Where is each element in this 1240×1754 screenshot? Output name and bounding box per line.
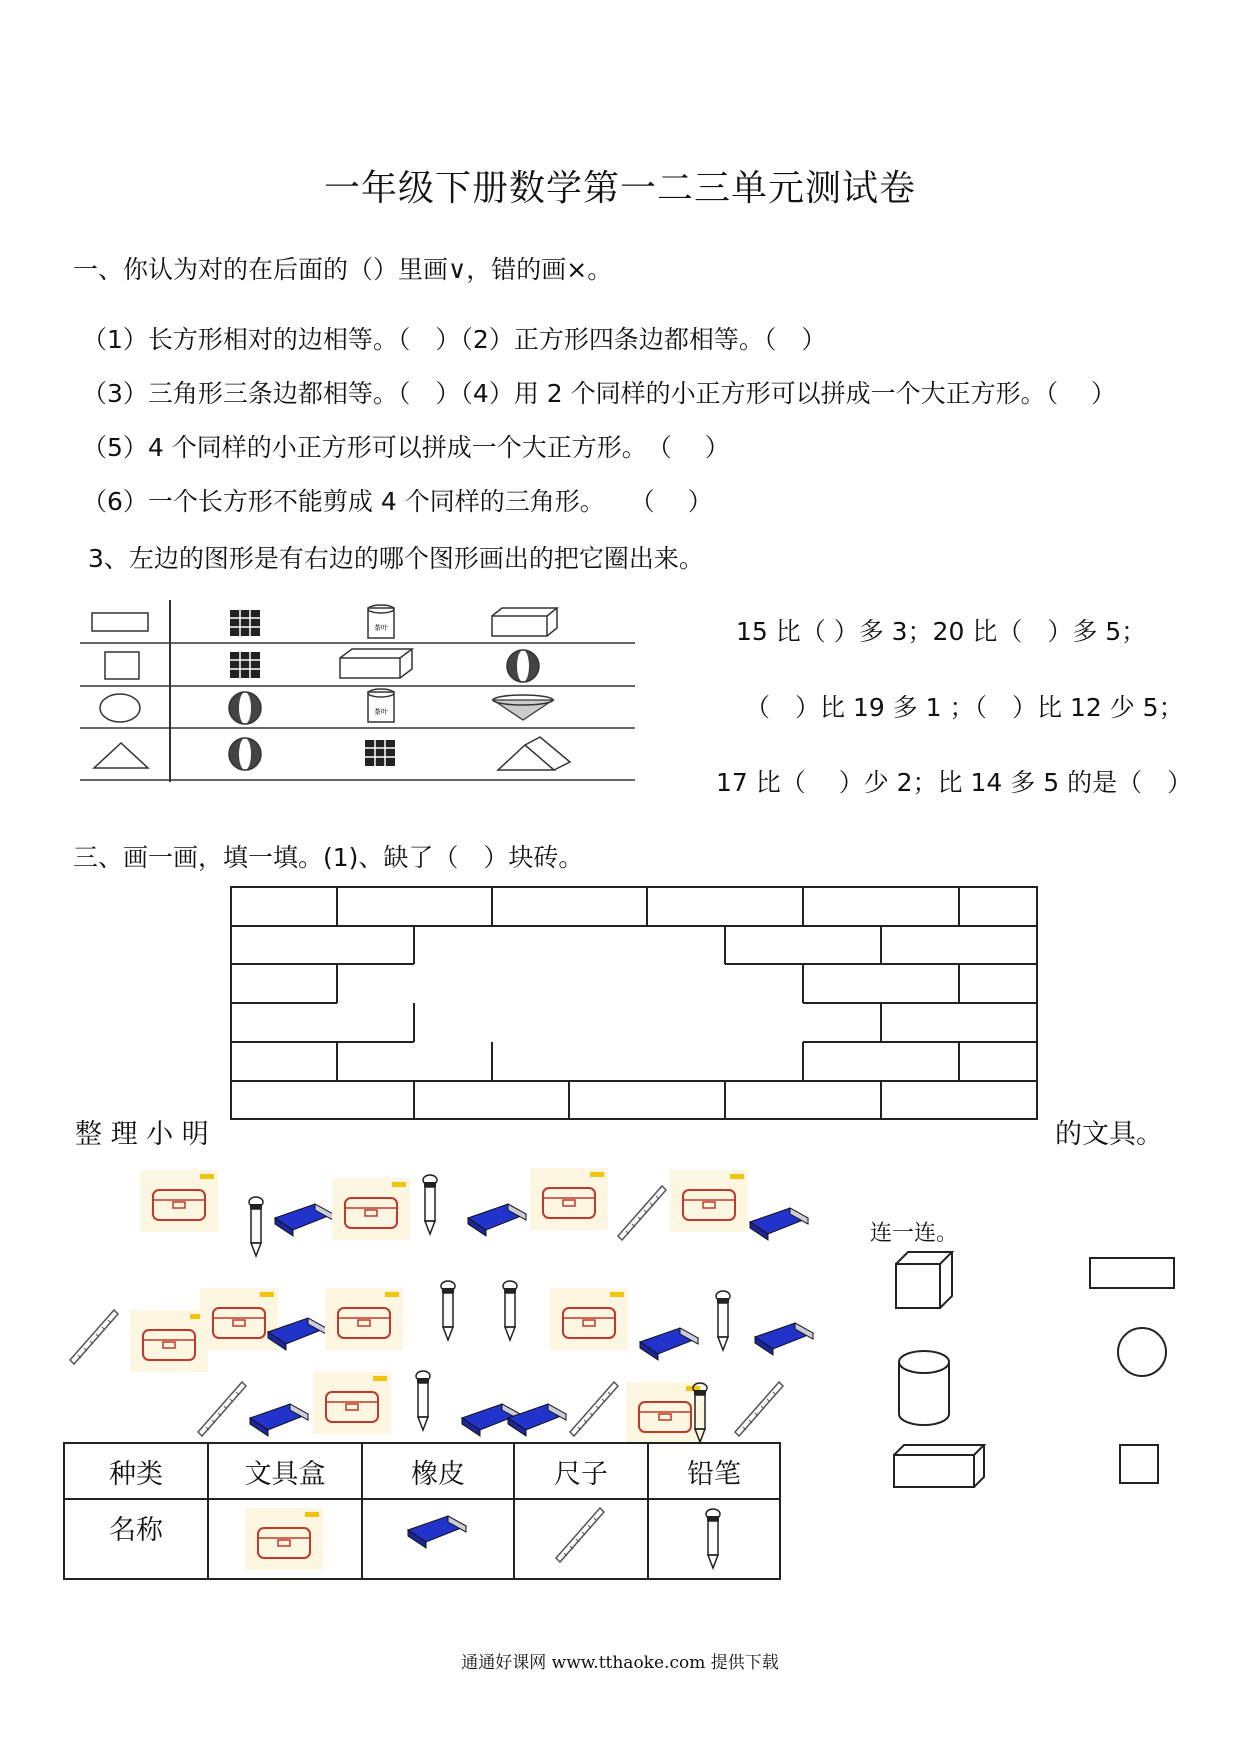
table-header-cell: 种类: [64, 1443, 208, 1499]
pencil-icon: [423, 1175, 437, 1234]
rubik-cube-icon: [230, 610, 260, 636]
pencil-icon: [503, 1281, 517, 1340]
question-item: （1）长方形相对的边相等。（ ）（2）正方形四条边都相等。（ ）: [82, 325, 827, 354]
square-shape: [1120, 1445, 1158, 1483]
prism-icon: [498, 737, 570, 770]
rubik-cube-icon: [230, 652, 260, 678]
connect-label: 连一连。: [870, 1221, 959, 1246]
pencil-case-icon: [140, 1170, 218, 1232]
brick-wall: [231, 887, 1041, 1123]
cylinder-icon: [899, 1351, 949, 1425]
pencil-icon: [716, 1291, 730, 1350]
cuboid-icon: [894, 1445, 984, 1487]
ruler-icon: [618, 1186, 666, 1240]
square-shape: [105, 652, 139, 679]
comparison-question: 17 比（ ）少 2；比 14 多 5 的是（ ）: [716, 768, 1193, 797]
tea-tin-icon: [368, 689, 394, 722]
circle-shape: [100, 694, 140, 722]
eraser-icon: [755, 1323, 813, 1355]
sort-suffix: 的文具。: [1055, 1119, 1163, 1150]
stationery-table: [63, 1442, 781, 1580]
table-header-cell: 铅笔: [648, 1443, 780, 1499]
tea-tin-icon: [368, 605, 394, 638]
ball-icon: [229, 738, 261, 770]
ruler-icon: [735, 1382, 783, 1436]
table-header-cell: 橡皮: [362, 1443, 514, 1499]
ball-icon: [507, 650, 539, 682]
tin-label: 茶叶: [374, 708, 388, 716]
table-header-cell: 文具盒: [208, 1443, 362, 1499]
comparison-question: 15 比（ ）多 3；20 比（ ）多 5；: [736, 617, 1147, 646]
cone-icon: [493, 695, 553, 720]
pencil-icon: [416, 1371, 430, 1430]
triangle-shape: [94, 743, 148, 768]
ruler-icon: [198, 1382, 246, 1436]
pencil-case-icon: [130, 1310, 208, 1372]
pencil-icon: [249, 1197, 263, 1256]
pencil-case-icon: [626, 1382, 704, 1444]
pencil-case-icon: [325, 1288, 403, 1350]
ball-icon: [229, 692, 261, 724]
rectangle-shape: [1090, 1258, 1174, 1288]
sort-prefix: 整 理 小 明: [75, 1119, 209, 1150]
pencil-case-icon: [313, 1372, 391, 1434]
ruler-icon: [570, 1382, 618, 1436]
eraser-icon: [508, 1404, 566, 1436]
eraser-icon: [250, 1404, 308, 1436]
pencil-case-icon: [530, 1168, 608, 1230]
table-header-cell: 尺子: [514, 1443, 648, 1499]
eraser-icon: [750, 1208, 808, 1240]
table-row-label: 名称: [64, 1499, 208, 1579]
question-item: （5）4 个同样的小正方形可以拼成一个大正方形。 （ ）: [82, 433, 730, 462]
box-icon: [492, 608, 557, 636]
eraser-icon: [640, 1328, 698, 1360]
rectangle-shape: [92, 613, 148, 631]
pencil-case-icon: [245, 1508, 325, 1570]
ruler-icon: [70, 1310, 118, 1364]
rubik-cube-icon: [365, 740, 395, 766]
question-item: （3）三角形三条边都相等。（ ）（4）用 2 个同样的小正方形可以拼成一个大正方形。（ ）: [82, 379, 1117, 408]
footer-text: 通通好课网 www.tthaoke.com 提供下载: [461, 1653, 779, 1673]
eraser-icon: [275, 1204, 333, 1236]
comparison-question: （ ）比 19 多 1 ；（ ）比 12 少 5；: [745, 693, 1184, 722]
shape-match-grid: [80, 600, 640, 790]
pencil-case-icon: [332, 1178, 410, 1240]
pencil-icon: [705, 1508, 723, 1568]
pencil-case-cell: [208, 1499, 362, 1579]
section1-heading: 一、你认为对的在后面的（）里画∨，错的画×。: [73, 255, 613, 284]
eraser-icon: [468, 1204, 526, 1236]
pencil-case-icon: [550, 1288, 628, 1350]
page-title: 一年级下册数学第一二三单元测试卷: [323, 168, 916, 209]
box-icon: [340, 649, 412, 678]
eraser-icon: [408, 1508, 468, 1550]
ruler-cell: [514, 1499, 648, 1579]
section3-heading: 3、左边的图形是有右边的哪个图形画出的把它圈出来。: [88, 544, 704, 573]
cube-icon: [896, 1252, 952, 1308]
pencil-icon: [441, 1281, 455, 1340]
draw-section-heading: 三、画一画，填一填。(1)、缺了（ ）块砖。: [73, 843, 584, 872]
stationery-items: [70, 1160, 830, 1440]
connect-shapes: [890, 1250, 1190, 1490]
ruler-icon: [556, 1508, 606, 1564]
pencil-case-icon: [200, 1288, 278, 1350]
question-item: （6）一个长方形不能剪成 4 个同样的三角形。 （ ）: [82, 487, 713, 516]
circle-shape: [1118, 1328, 1166, 1376]
pencil-case-icon: [670, 1170, 748, 1232]
pencil-cell: [648, 1499, 780, 1579]
eraser-cell: [362, 1499, 514, 1579]
tin-label: 茶叶: [374, 624, 388, 632]
